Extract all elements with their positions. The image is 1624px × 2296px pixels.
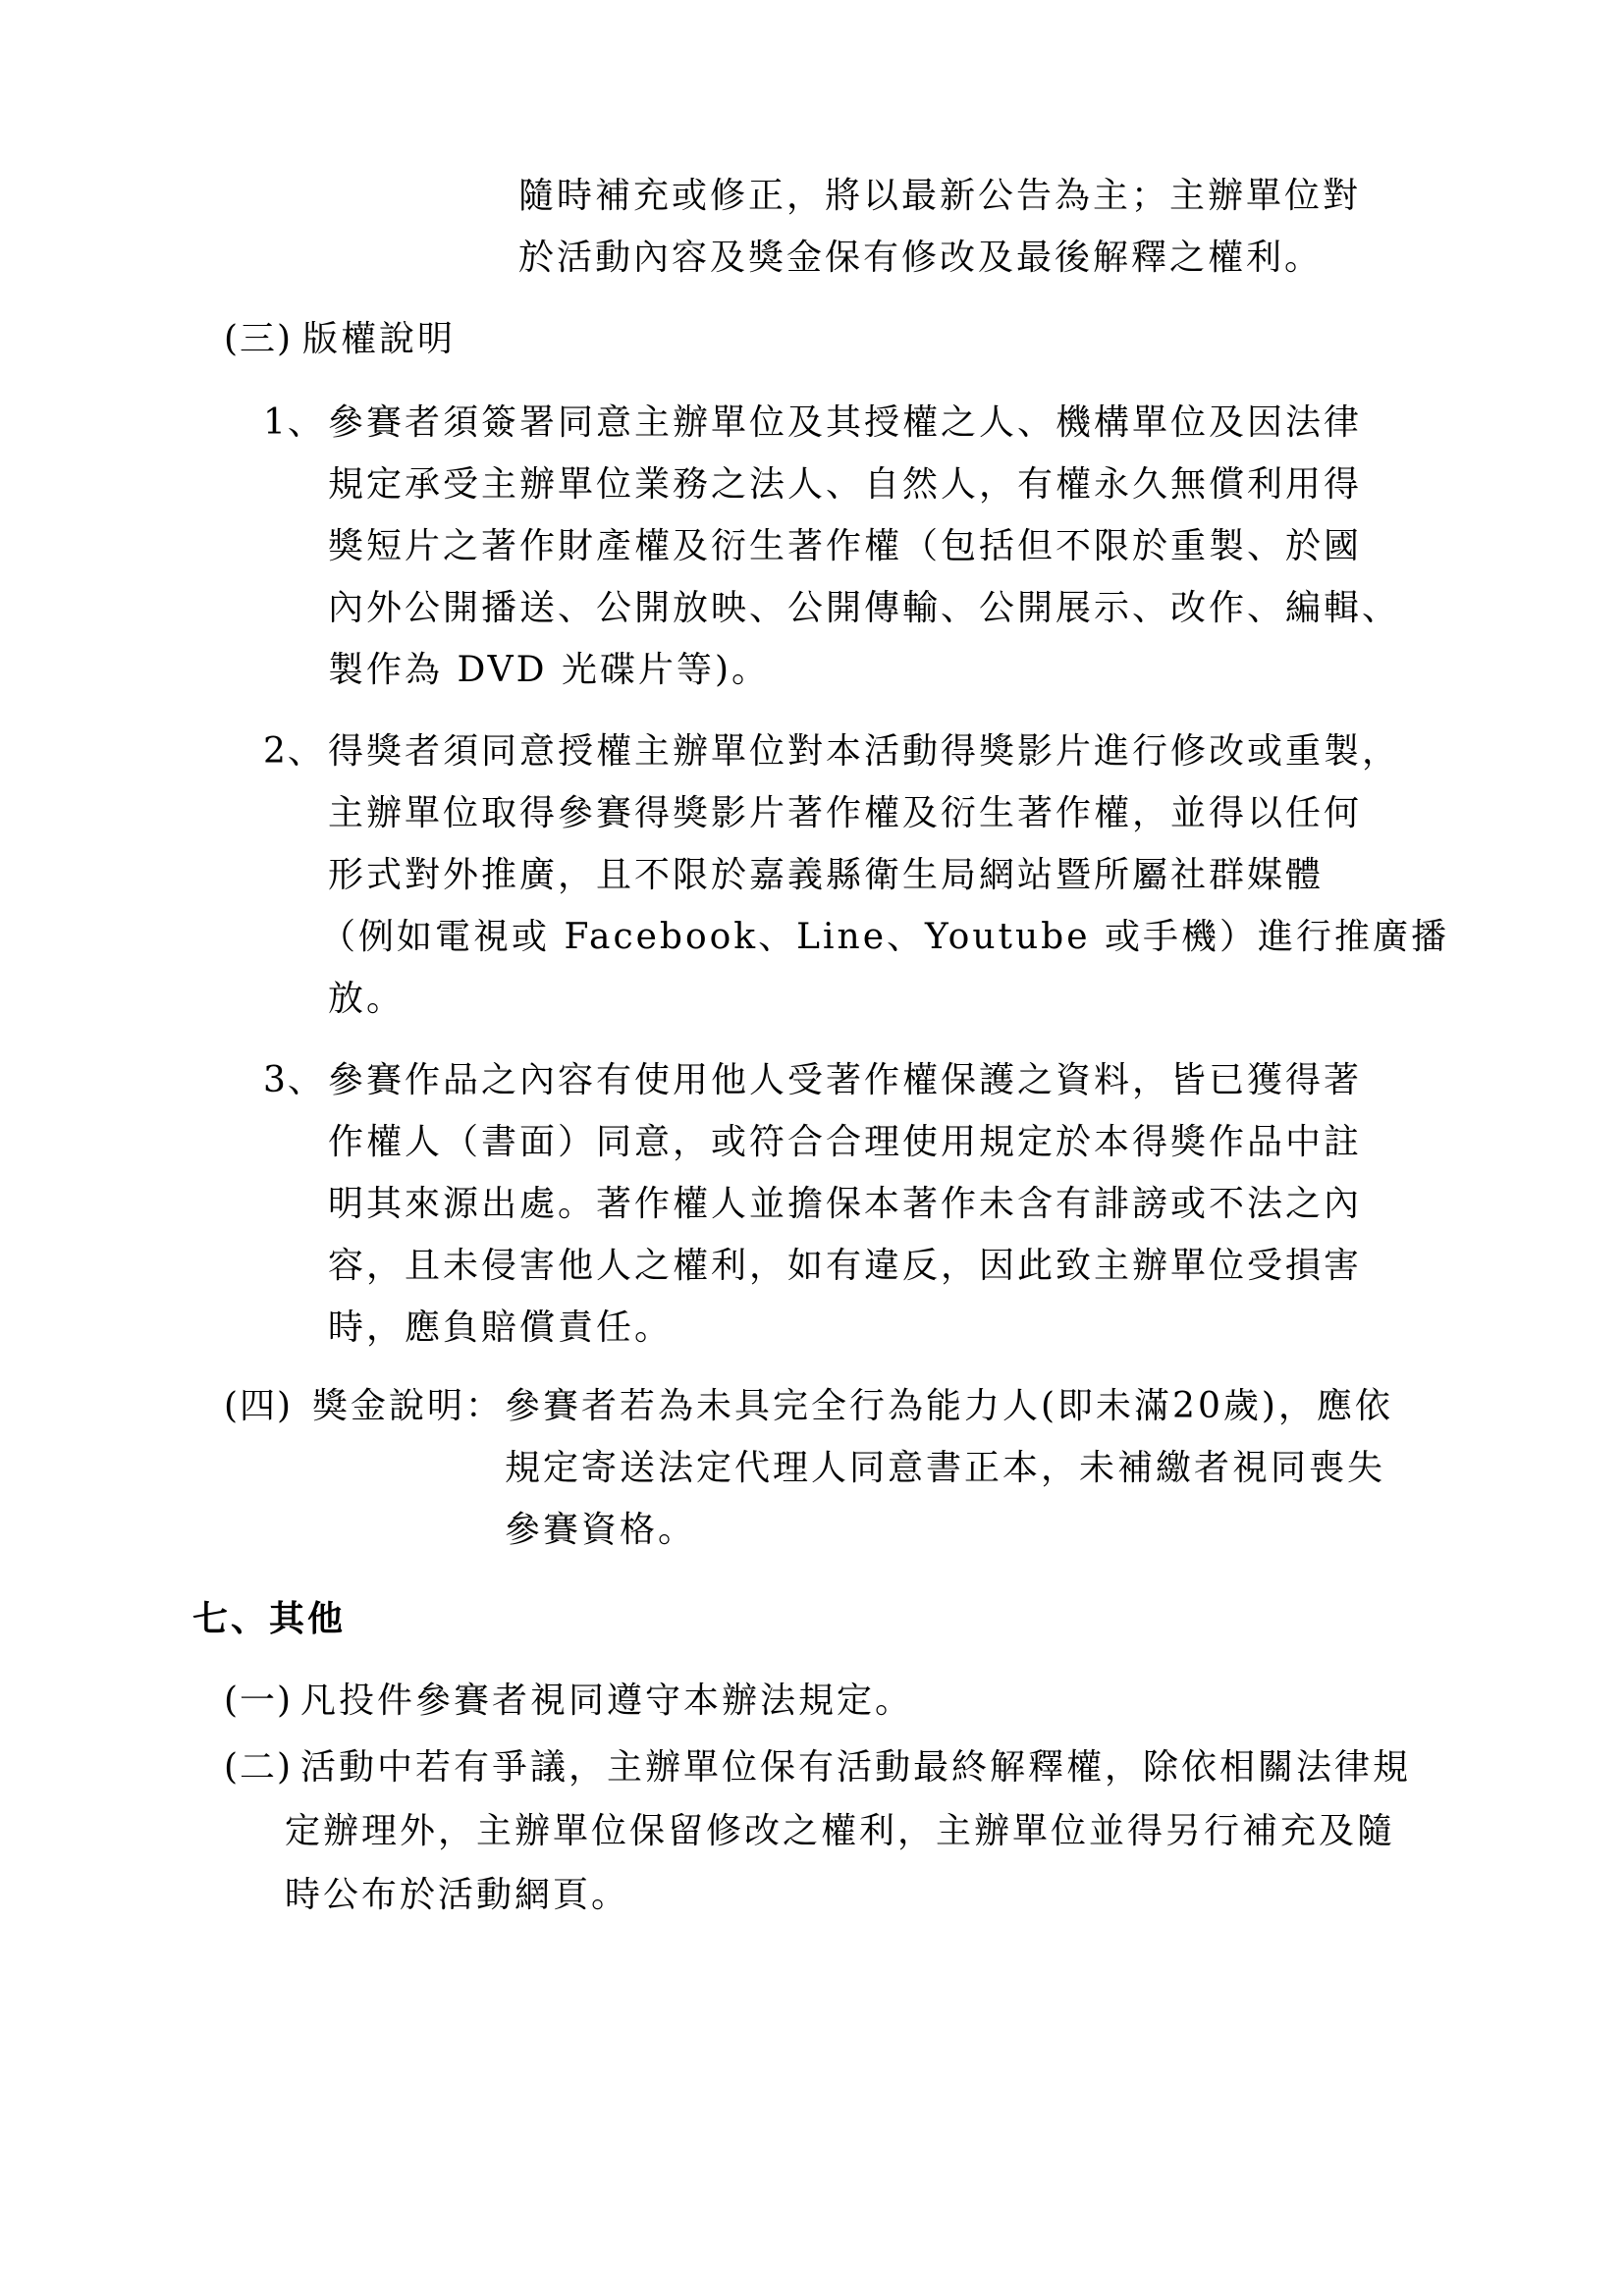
chapter-7-item-1-marker: (一) <box>224 1681 294 1721</box>
section-4-line-1: 參賽者若為未具完全行為能力人(即未滿20歲)，應依 <box>505 1386 1393 1426</box>
item-1-number: 1、 <box>263 402 325 443</box>
item-1-line-5: 製作為 DVD 光碟片等)。 <box>328 650 771 690</box>
item-2-line-4: （例如電視或 Facebook、Line、Youtube 或手機）進行推廣播 <box>320 917 1449 957</box>
chapter-7-heading: 七、其他 <box>192 1599 347 1639</box>
section-4-marker: (四) <box>224 1386 294 1426</box>
item-2-line-1: 得獎者須同意授權主辦單位對本活動得獎影片進行修改或重製， <box>328 731 1401 772</box>
item-1-line-1: 參賽者須簽署同意主辦單位及其授權之人、機構單位及因法律 <box>328 402 1363 443</box>
item-1-line-2: 規定承受主辦單位業務之法人、自然人，有權永久無償利用得 <box>328 464 1363 505</box>
item-1-line-4: 內外公開播送、公開放映、公開傳輸、公開展示、改作、編輯、 <box>328 588 1401 628</box>
item-3-line-5: 時，應負賠償責任。 <box>328 1308 674 1348</box>
item-3-number: 3、 <box>263 1060 325 1100</box>
item-1-line-3: 獎短片之著作財產權及衍生著作權（包括但不限於重製、於國 <box>328 526 1363 566</box>
item-2-number: 2、 <box>263 731 325 772</box>
chapter-7-item-1-line-1: 凡投件參賽者視同遵守本辦法規定。 <box>300 1681 914 1721</box>
item-2-line-2: 主辦單位取得參賽得獎影片著作權及衍生著作權，並得以任何 <box>328 793 1363 833</box>
item-3-line-2: 作權人（書面）同意，或符合合理使用規定於本得獎作品中註 <box>328 1122 1363 1162</box>
section-3-title: 版權說明 <box>302 319 457 359</box>
section-4-line-3: 參賽資格。 <box>505 1510 697 1550</box>
item-3-line-3: 明其來源出處。著作權人並擔保本著作未含有誹謗或不法之內 <box>328 1184 1363 1224</box>
continuation-line-2: 於活動內容及獎金保有修改及最後解釋之權利。 <box>518 238 1324 278</box>
chapter-7-item-2-line-3: 時公布於活動網頁。 <box>285 1875 630 1915</box>
chapter-7-item-2-line-2: 定辦理外，主辦單位保留修改之權利，主辦單位並得另行補充及隨 <box>285 1811 1396 1851</box>
chapter-7-item-2-line-1: 活動中若有爭議，主辦單位保有活動最終解釋權，除依相關法律規 <box>300 1747 1412 1788</box>
item-3-line-1: 參賽作品之內容有使用他人受著作權保護之資料，皆已獲得著 <box>328 1060 1363 1100</box>
section-4-label: 獎金說明： <box>312 1386 505 1426</box>
section-4-line-2: 規定寄送法定代理人同意書正本，未補繳者視同喪失 <box>505 1448 1386 1488</box>
continuation-line-1: 隨時補充或修正，將以最新公告為主；主辦單位對 <box>518 176 1362 216</box>
item-2-line-3: 形式對外推廣，且不限於嘉義縣衛生局網站暨所屬社群媒體 <box>328 855 1325 895</box>
chapter-7-item-2-marker: (二) <box>224 1747 294 1788</box>
section-3-marker: (三) <box>224 319 294 359</box>
item-2-line-5: 放。 <box>328 979 406 1019</box>
item-3-line-4: 容，且未侵害他人之權利，如有違反，因此致主辦單位受損害 <box>328 1246 1363 1286</box>
